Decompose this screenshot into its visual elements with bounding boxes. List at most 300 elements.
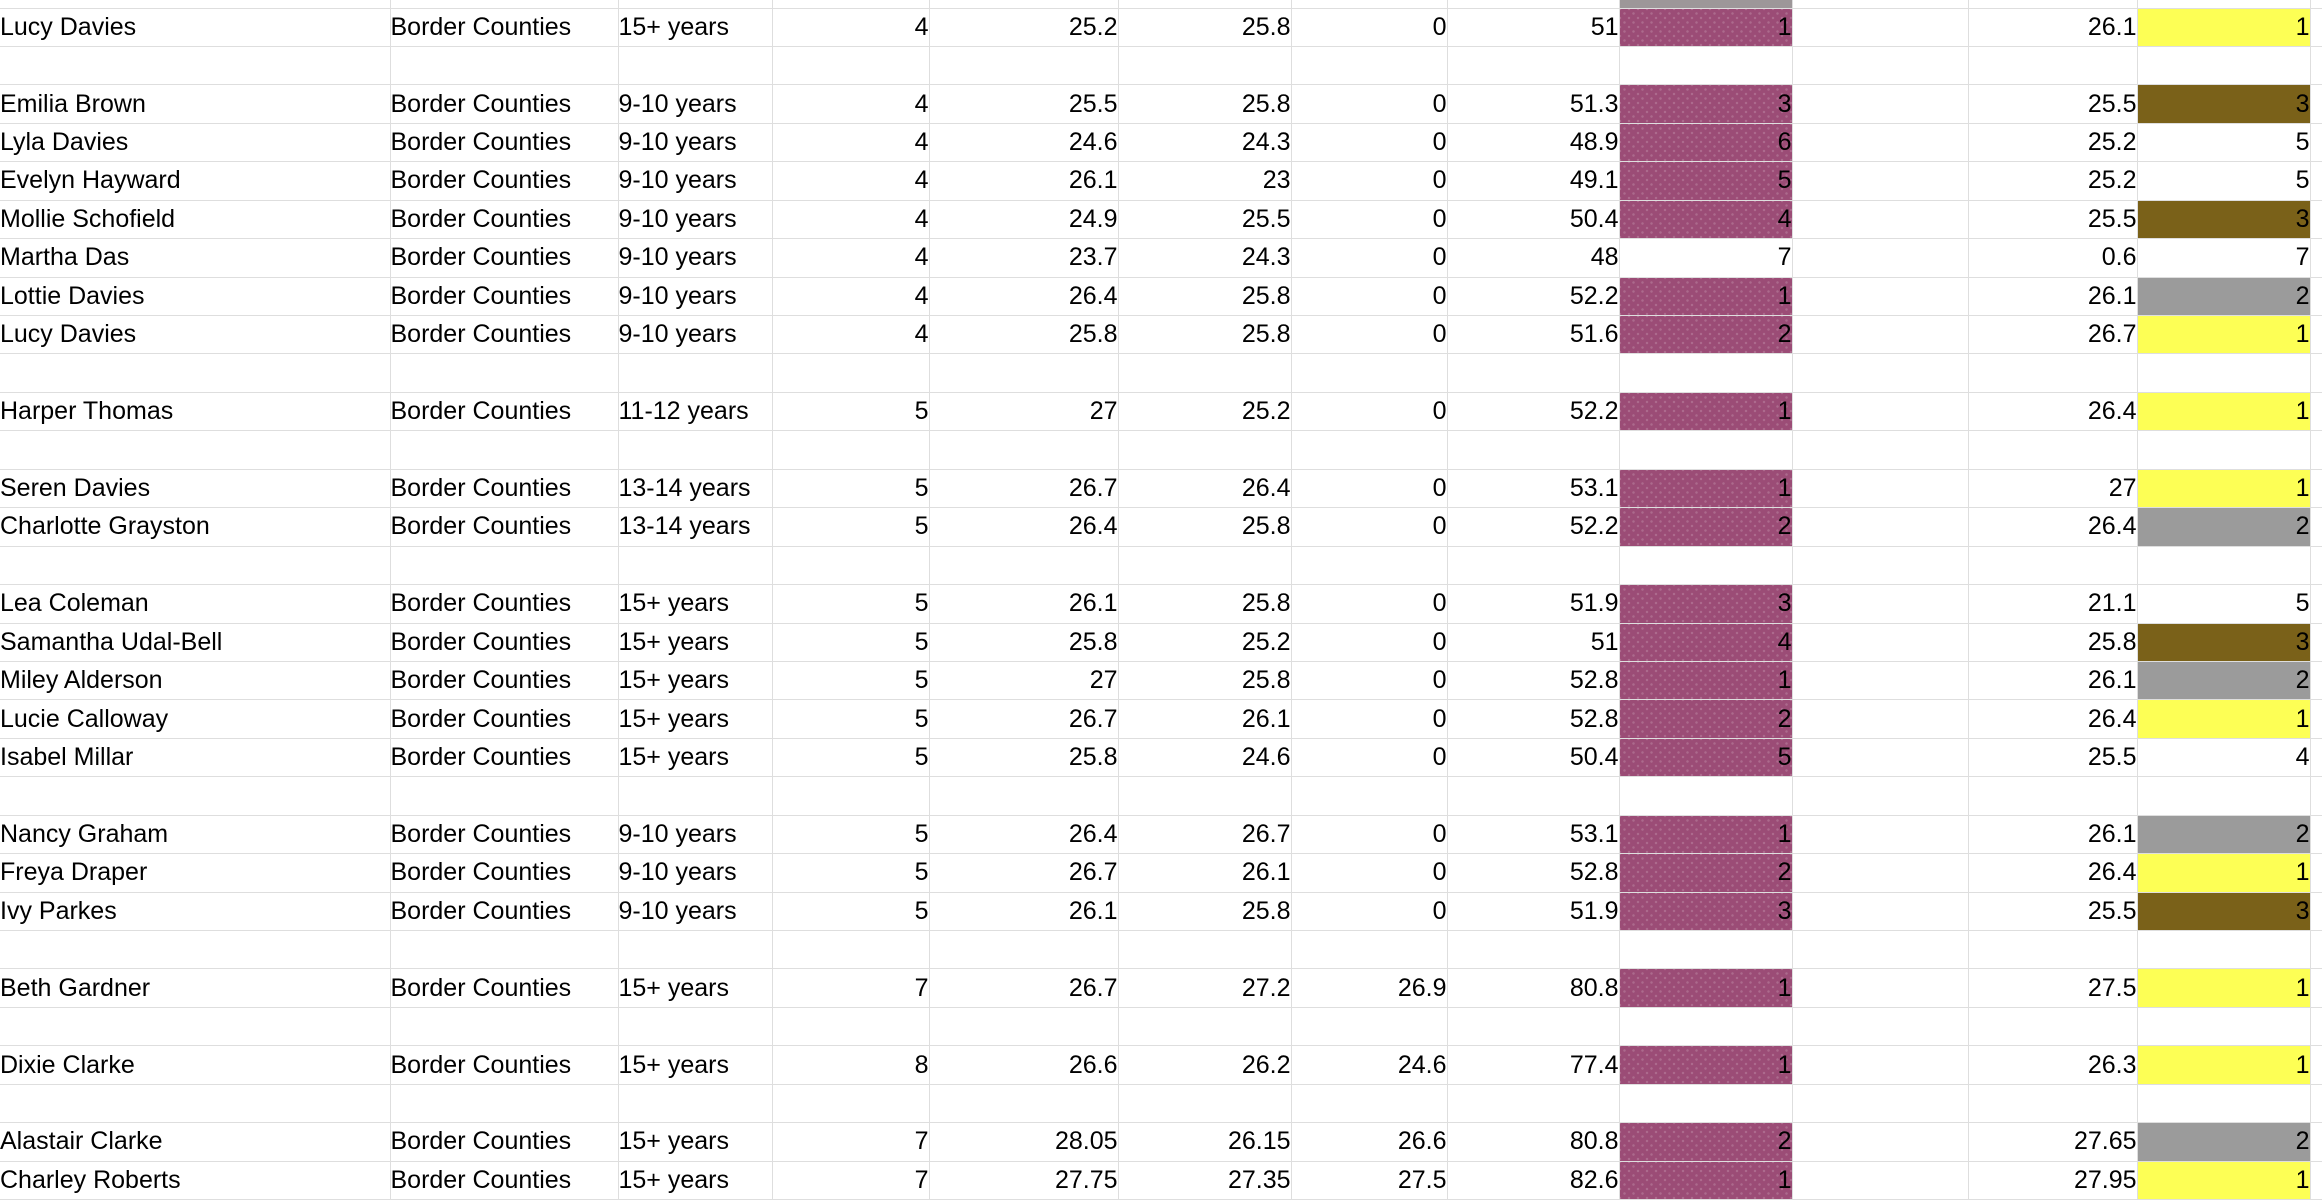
cell-value[interactable]: 8 bbox=[772, 1046, 929, 1084]
cell-value[interactable]: 4 bbox=[772, 277, 929, 315]
cell-value[interactable] bbox=[1968, 777, 2137, 815]
cell-edge[interactable] bbox=[2310, 200, 2322, 238]
cell-region[interactable] bbox=[390, 777, 618, 815]
cell-blank[interactable] bbox=[1792, 508, 1968, 546]
cell-rank-secondary[interactable]: 1 bbox=[2137, 469, 2310, 507]
cell-edge[interactable] bbox=[2310, 431, 2322, 469]
cell-edge[interactable] bbox=[2310, 1123, 2322, 1161]
cell-rank-primary[interactable]: 2 bbox=[1619, 316, 1792, 354]
cell-rank-secondary[interactable]: 5 bbox=[2137, 162, 2310, 200]
cell-value[interactable]: 80.8 bbox=[1447, 969, 1619, 1007]
cell-value[interactable]: 5 bbox=[772, 700, 929, 738]
cell-value[interactable]: 0 bbox=[1291, 892, 1447, 930]
cell-rank-primary[interactable]: 1 bbox=[1619, 469, 1792, 507]
cell-value[interactable]: 21.1 bbox=[1968, 585, 2137, 623]
cell-value[interactable]: 0 bbox=[1291, 316, 1447, 354]
cell-value[interactable] bbox=[929, 1084, 1118, 1122]
cell-edge[interactable] bbox=[2310, 777, 2322, 815]
cell-value[interactable]: 52.8 bbox=[1447, 854, 1619, 892]
cell-value[interactable]: 52.8 bbox=[1447, 700, 1619, 738]
cell-rank-primary[interactable] bbox=[1619, 354, 1792, 392]
cell-value[interactable] bbox=[1118, 931, 1291, 969]
cell-value[interactable]: 26.9 bbox=[1291, 969, 1447, 1007]
cell-value[interactable]: 25.5 bbox=[1968, 85, 2137, 123]
cell-value[interactable] bbox=[1291, 1007, 1447, 1045]
cell-value[interactable]: 27.75 bbox=[929, 1161, 1118, 1199]
cell-edge[interactable] bbox=[2310, 738, 2322, 776]
cell-name[interactable]: Martha Das bbox=[0, 239, 390, 277]
cell-value[interactable]: 26.6 bbox=[1291, 1123, 1447, 1161]
cell-value[interactable]: 52.2 bbox=[1447, 392, 1619, 430]
cell-edge[interactable] bbox=[2310, 854, 2322, 892]
cell-value[interactable]: 26.1 bbox=[1968, 8, 2137, 46]
cell-age-group[interactable]: 11-12 years bbox=[618, 392, 772, 430]
cell-edge[interactable] bbox=[2310, 546, 2322, 584]
cell-age-group[interactable]: 15+ years bbox=[618, 8, 772, 46]
cell-blank[interactable] bbox=[1792, 969, 1968, 1007]
cell-region[interactable]: Border Counties bbox=[390, 969, 618, 1007]
cell-age-group[interactable]: 13-14 years bbox=[618, 469, 772, 507]
cell-edge[interactable] bbox=[2310, 354, 2322, 392]
cell-value[interactable] bbox=[1447, 431, 1619, 469]
cell-rank-secondary[interactable]: 1 bbox=[2137, 392, 2310, 430]
cell-name[interactable] bbox=[0, 1084, 390, 1122]
cell-value[interactable]: 77.4 bbox=[1447, 1046, 1619, 1084]
cell-rank-secondary[interactable]: 4 bbox=[2137, 738, 2310, 776]
cell-value[interactable]: 0 bbox=[1291, 700, 1447, 738]
cell-value[interactable]: 48.9 bbox=[1447, 123, 1619, 161]
cell-blank[interactable] bbox=[1792, 854, 1968, 892]
cell-edge[interactable] bbox=[2310, 1046, 2322, 1084]
cell-edge[interactable] bbox=[2310, 239, 2322, 277]
cell-value[interactable]: 0 bbox=[1291, 8, 1447, 46]
cell-blank[interactable] bbox=[1792, 469, 1968, 507]
cell-value[interactable] bbox=[772, 46, 929, 84]
cell-blank[interactable] bbox=[1792, 738, 1968, 776]
cell-rank-secondary[interactable]: 7 bbox=[2137, 239, 2310, 277]
cell-rank-primary[interactable]: 1 bbox=[1619, 815, 1792, 853]
cell-edge[interactable] bbox=[2310, 8, 2322, 46]
cell-value[interactable] bbox=[929, 1007, 1118, 1045]
cell-rank-primary[interactable] bbox=[1619, 46, 1792, 84]
cell-age-group[interactable]: 13-14 years bbox=[618, 508, 772, 546]
cell-value[interactable]: 25.8 bbox=[1118, 892, 1291, 930]
cell-name[interactable] bbox=[0, 431, 390, 469]
cell-value[interactable]: 4 bbox=[772, 316, 929, 354]
cell-value[interactable]: 4 bbox=[772, 200, 929, 238]
cell-edge[interactable] bbox=[2310, 585, 2322, 623]
cell-rank-secondary[interactable] bbox=[2137, 46, 2310, 84]
cell-value[interactable]: 0 bbox=[1291, 815, 1447, 853]
cell-value[interactable]: 25.2 bbox=[1118, 392, 1291, 430]
cell-value[interactable]: 5 bbox=[772, 892, 929, 930]
cell-age-group[interactable]: 15+ years bbox=[618, 738, 772, 776]
cell-value[interactable]: 25.2 bbox=[929, 8, 1118, 46]
cell-value[interactable]: 25.8 bbox=[1118, 508, 1291, 546]
cell-rank-primary[interactable]: 2 bbox=[1619, 700, 1792, 738]
cell-region[interactable]: Border Counties bbox=[390, 162, 618, 200]
cell-value[interactable]: 0 bbox=[1291, 123, 1447, 161]
cell-edge[interactable] bbox=[2310, 277, 2322, 315]
cell-age-group[interactable]: 9-10 years bbox=[618, 815, 772, 853]
cell-rank-primary[interactable] bbox=[1619, 1007, 1792, 1045]
cell-rank-secondary[interactable]: 1 bbox=[2137, 1046, 2310, 1084]
cell-region[interactable]: Border Counties bbox=[390, 277, 618, 315]
cell-edge[interactable] bbox=[2310, 162, 2322, 200]
cell-value[interactable]: 26.1 bbox=[1118, 854, 1291, 892]
cell-name[interactable] bbox=[0, 46, 390, 84]
cell-region[interactable]: Border Counties bbox=[390, 508, 618, 546]
cell-value[interactable]: 0 bbox=[1291, 854, 1447, 892]
partial-cell[interactable] bbox=[1447, 0, 1619, 8]
cell-age-group[interactable]: 9-10 years bbox=[618, 85, 772, 123]
cell-rank-primary[interactable]: 1 bbox=[1619, 392, 1792, 430]
cell-region[interactable]: Border Counties bbox=[390, 854, 618, 892]
cell-value[interactable]: 26.7 bbox=[929, 700, 1118, 738]
cell-rank-primary[interactable]: 3 bbox=[1619, 892, 1792, 930]
cell-edge[interactable] bbox=[2310, 508, 2322, 546]
cell-value[interactable]: 52.8 bbox=[1447, 661, 1619, 699]
cell-rank-primary[interactable]: 3 bbox=[1619, 585, 1792, 623]
partial-cell[interactable] bbox=[1118, 0, 1291, 8]
cell-rank-secondary[interactable] bbox=[2137, 354, 2310, 392]
cell-blank[interactable] bbox=[1792, 661, 1968, 699]
cell-value[interactable] bbox=[1291, 431, 1447, 469]
cell-value[interactable] bbox=[1447, 546, 1619, 584]
cell-value[interactable]: 0 bbox=[1291, 85, 1447, 123]
cell-rank-secondary[interactable] bbox=[2137, 931, 2310, 969]
cell-region[interactable] bbox=[390, 1084, 618, 1122]
cell-age-group[interactable] bbox=[618, 1084, 772, 1122]
cell-value[interactable]: 26.4 bbox=[1968, 392, 2137, 430]
cell-rank-primary[interactable]: 2 bbox=[1619, 1123, 1792, 1161]
cell-edge[interactable] bbox=[2310, 469, 2322, 507]
cell-value[interactable] bbox=[1968, 1084, 2137, 1122]
cell-value[interactable]: 0 bbox=[1291, 277, 1447, 315]
cell-rank-primary[interactable]: 5 bbox=[1619, 738, 1792, 776]
cell-value[interactable]: 82.6 bbox=[1447, 1161, 1619, 1199]
cell-value[interactable] bbox=[1447, 777, 1619, 815]
cell-value[interactable]: 5 bbox=[772, 738, 929, 776]
cell-rank-primary[interactable] bbox=[1619, 1084, 1792, 1122]
cell-age-group[interactable]: 15+ years bbox=[618, 1046, 772, 1084]
cell-value[interactable] bbox=[929, 354, 1118, 392]
cell-blank[interactable] bbox=[1792, 162, 1968, 200]
partial-cell[interactable] bbox=[1291, 0, 1447, 8]
cell-blank[interactable] bbox=[1792, 1007, 1968, 1045]
cell-region[interactable]: Border Counties bbox=[390, 1161, 618, 1199]
cell-value[interactable]: 25.8 bbox=[929, 738, 1118, 776]
cell-region[interactable]: Border Counties bbox=[390, 700, 618, 738]
cell-value[interactable]: 24.3 bbox=[1118, 239, 1291, 277]
cell-value[interactable]: 0 bbox=[1291, 508, 1447, 546]
cell-value[interactable]: 7 bbox=[772, 1123, 929, 1161]
cell-rank-secondary[interactable]: 3 bbox=[2137, 200, 2310, 238]
cell-blank[interactable] bbox=[1792, 892, 1968, 930]
cell-blank[interactable] bbox=[1792, 815, 1968, 853]
cell-rank-secondary[interactable]: 2 bbox=[2137, 815, 2310, 853]
cell-blank[interactable] bbox=[1792, 85, 1968, 123]
cell-age-group[interactable]: 9-10 years bbox=[618, 892, 772, 930]
cell-value[interactable]: 27.5 bbox=[1291, 1161, 1447, 1199]
partial-cell[interactable] bbox=[1619, 0, 1792, 8]
cell-value[interactable]: 0 bbox=[1291, 738, 1447, 776]
cell-value[interactable]: 51.3 bbox=[1447, 85, 1619, 123]
cell-rank-secondary[interactable]: 2 bbox=[2137, 661, 2310, 699]
cell-name[interactable]: Ivy Parkes bbox=[0, 892, 390, 930]
cell-region[interactable] bbox=[390, 46, 618, 84]
cell-rank-secondary[interactable]: 1 bbox=[2137, 1161, 2310, 1199]
cell-blank[interactable] bbox=[1792, 777, 1968, 815]
cell-name[interactable]: Dixie Clarke bbox=[0, 1046, 390, 1084]
cell-rank-primary[interactable] bbox=[1619, 431, 1792, 469]
cell-name[interactable]: Charlotte Grayston bbox=[0, 508, 390, 546]
cell-rank-secondary[interactable]: 3 bbox=[2137, 892, 2310, 930]
cell-edge[interactable] bbox=[2310, 969, 2322, 1007]
partial-cell[interactable] bbox=[390, 0, 618, 8]
cell-value[interactable]: 51.6 bbox=[1447, 316, 1619, 354]
cell-value[interactable]: 0 bbox=[1291, 623, 1447, 661]
cell-value[interactable] bbox=[772, 431, 929, 469]
cell-rank-primary[interactable]: 3 bbox=[1619, 85, 1792, 123]
cell-blank[interactable] bbox=[1792, 585, 1968, 623]
cell-value[interactable] bbox=[1968, 931, 2137, 969]
cell-blank[interactable] bbox=[1792, 316, 1968, 354]
cell-value[interactable]: 25.8 bbox=[1118, 316, 1291, 354]
cell-value[interactable]: 26.4 bbox=[1118, 469, 1291, 507]
cell-region[interactable]: Border Counties bbox=[390, 316, 618, 354]
cell-value[interactable]: 53.1 bbox=[1447, 469, 1619, 507]
cell-age-group[interactable]: 15+ years bbox=[618, 661, 772, 699]
cell-value[interactable]: 27.95 bbox=[1968, 1161, 2137, 1199]
cell-value[interactable]: 51.9 bbox=[1447, 892, 1619, 930]
cell-rank-primary[interactable]: 7 bbox=[1619, 239, 1792, 277]
cell-value[interactable]: 4 bbox=[772, 8, 929, 46]
cell-value[interactable]: 51 bbox=[1447, 8, 1619, 46]
cell-name[interactable]: Emilia Brown bbox=[0, 85, 390, 123]
cell-rank-secondary[interactable]: 3 bbox=[2137, 85, 2310, 123]
cell-value[interactable]: 53.1 bbox=[1447, 815, 1619, 853]
cell-rank-secondary[interactable]: 1 bbox=[2137, 8, 2310, 46]
cell-edge[interactable] bbox=[2310, 392, 2322, 430]
cell-age-group[interactable] bbox=[618, 431, 772, 469]
cell-value[interactable] bbox=[772, 931, 929, 969]
cell-blank[interactable] bbox=[1792, 239, 1968, 277]
cell-value[interactable]: 50.4 bbox=[1447, 200, 1619, 238]
cell-value[interactable]: 25.8 bbox=[1118, 8, 1291, 46]
cell-value[interactable]: 25.5 bbox=[1968, 738, 2137, 776]
cell-value[interactable]: 26.3 bbox=[1968, 1046, 2137, 1084]
cell-rank-primary[interactable]: 1 bbox=[1619, 969, 1792, 1007]
cell-region[interactable]: Border Counties bbox=[390, 85, 618, 123]
cell-value[interactable]: 5 bbox=[772, 623, 929, 661]
cell-value[interactable]: 0 bbox=[1291, 239, 1447, 277]
cell-rank-secondary[interactable]: 2 bbox=[2137, 277, 2310, 315]
cell-value[interactable] bbox=[1968, 546, 2137, 584]
cell-rank-secondary[interactable] bbox=[2137, 546, 2310, 584]
cell-rank-secondary[interactable]: 1 bbox=[2137, 969, 2310, 1007]
cell-name[interactable] bbox=[0, 777, 390, 815]
cell-blank[interactable] bbox=[1792, 200, 1968, 238]
cell-value[interactable] bbox=[1968, 431, 2137, 469]
cell-value[interactable]: 4 bbox=[772, 162, 929, 200]
cell-age-group[interactable]: 15+ years bbox=[618, 1123, 772, 1161]
cell-age-group[interactable]: 9-10 years bbox=[618, 316, 772, 354]
cell-rank-secondary[interactable] bbox=[2137, 777, 2310, 815]
cell-value[interactable]: 0 bbox=[1291, 585, 1447, 623]
cell-value[interactable]: 26.2 bbox=[1118, 1046, 1291, 1084]
cell-age-group[interactable]: 9-10 years bbox=[618, 239, 772, 277]
cell-region[interactable]: Border Counties bbox=[390, 661, 618, 699]
cell-value[interactable]: 26.1 bbox=[1968, 661, 2137, 699]
cell-name[interactable]: Lucy Davies bbox=[0, 8, 390, 46]
cell-region[interactable]: Border Counties bbox=[390, 585, 618, 623]
partial-cell[interactable] bbox=[0, 0, 390, 8]
cell-edge[interactable] bbox=[2310, 815, 2322, 853]
cell-blank[interactable] bbox=[1792, 392, 1968, 430]
cell-edge[interactable] bbox=[2310, 85, 2322, 123]
cell-rank-primary[interactable]: 1 bbox=[1619, 277, 1792, 315]
cell-name[interactable]: Isabel Millar bbox=[0, 738, 390, 776]
cell-blank[interactable] bbox=[1792, 1161, 1968, 1199]
cell-rank-primary[interactable]: 1 bbox=[1619, 8, 1792, 46]
cell-value[interactable]: 4 bbox=[772, 239, 929, 277]
cell-value[interactable] bbox=[929, 431, 1118, 469]
cell-value[interactable]: 5 bbox=[772, 661, 929, 699]
cell-value[interactable] bbox=[929, 777, 1118, 815]
partial-cell[interactable] bbox=[772, 0, 929, 8]
cell-name[interactable]: Alastair Clarke bbox=[0, 1123, 390, 1161]
cell-rank-primary[interactable]: 4 bbox=[1619, 623, 1792, 661]
cell-value[interactable]: 23.7 bbox=[929, 239, 1118, 277]
cell-value[interactable]: 51.9 bbox=[1447, 585, 1619, 623]
cell-value[interactable]: 24.6 bbox=[1291, 1046, 1447, 1084]
cell-rank-secondary[interactable]: 1 bbox=[2137, 854, 2310, 892]
cell-region[interactable]: Border Counties bbox=[390, 1123, 618, 1161]
cell-value[interactable]: 80.8 bbox=[1447, 1123, 1619, 1161]
cell-value[interactable]: 24.9 bbox=[929, 200, 1118, 238]
cell-value[interactable]: 25.8 bbox=[1118, 277, 1291, 315]
cell-value[interactable]: 26.7 bbox=[929, 854, 1118, 892]
cell-rank-primary[interactable]: 1 bbox=[1619, 661, 1792, 699]
partial-cell[interactable] bbox=[618, 0, 772, 8]
cell-blank[interactable] bbox=[1792, 277, 1968, 315]
cell-age-group[interactable] bbox=[618, 546, 772, 584]
cell-name[interactable]: Lea Coleman bbox=[0, 585, 390, 623]
cell-value[interactable]: 25.2 bbox=[1118, 623, 1291, 661]
cell-region[interactable]: Border Counties bbox=[390, 392, 618, 430]
cell-value[interactable] bbox=[1118, 46, 1291, 84]
cell-name[interactable] bbox=[0, 1007, 390, 1045]
cell-rank-primary[interactable]: 2 bbox=[1619, 854, 1792, 892]
cell-value[interactable] bbox=[1118, 431, 1291, 469]
cell-value[interactable] bbox=[929, 46, 1118, 84]
cell-value[interactable]: 26.4 bbox=[929, 508, 1118, 546]
cell-age-group[interactable]: 9-10 years bbox=[618, 854, 772, 892]
cell-value[interactable] bbox=[1291, 931, 1447, 969]
cell-blank[interactable] bbox=[1792, 700, 1968, 738]
cell-value[interactable]: 5 bbox=[772, 815, 929, 853]
cell-value[interactable]: 52.2 bbox=[1447, 277, 1619, 315]
cell-name[interactable]: Beth Gardner bbox=[0, 969, 390, 1007]
cell-rank-secondary[interactable] bbox=[2137, 1007, 2310, 1045]
cell-value[interactable]: 25.8 bbox=[1118, 661, 1291, 699]
cell-age-group[interactable]: 15+ years bbox=[618, 700, 772, 738]
cell-value[interactable] bbox=[772, 1084, 929, 1122]
cell-value[interactable]: 26.7 bbox=[929, 469, 1118, 507]
cell-name[interactable]: Charley Roberts bbox=[0, 1161, 390, 1199]
cell-value[interactable]: 0 bbox=[1291, 392, 1447, 430]
cell-edge[interactable] bbox=[2310, 700, 2322, 738]
cell-value[interactable]: 4 bbox=[772, 123, 929, 161]
cell-value[interactable] bbox=[772, 1007, 929, 1045]
cell-age-group[interactable]: 9-10 years bbox=[618, 277, 772, 315]
cell-rank-secondary[interactable]: 1 bbox=[2137, 700, 2310, 738]
cell-age-group[interactable] bbox=[618, 354, 772, 392]
cell-value[interactable] bbox=[1291, 46, 1447, 84]
cell-age-group[interactable] bbox=[618, 931, 772, 969]
cell-edge[interactable] bbox=[2310, 123, 2322, 161]
cell-value[interactable] bbox=[1447, 1084, 1619, 1122]
cell-name[interactable]: Lucy Davies bbox=[0, 316, 390, 354]
cell-region[interactable]: Border Counties bbox=[390, 239, 618, 277]
cell-rank-secondary[interactable]: 2 bbox=[2137, 1123, 2310, 1161]
partial-cell[interactable] bbox=[2310, 0, 2322, 8]
cell-value[interactable] bbox=[929, 546, 1118, 584]
cell-edge[interactable] bbox=[2310, 46, 2322, 84]
cell-value[interactable]: 25.8 bbox=[1118, 585, 1291, 623]
cell-name[interactable]: Samantha Udal-Bell bbox=[0, 623, 390, 661]
cell-age-group[interactable]: 15+ years bbox=[618, 969, 772, 1007]
cell-rank-primary[interactable] bbox=[1619, 777, 1792, 815]
cell-value[interactable]: 50.4 bbox=[1447, 738, 1619, 776]
cell-value[interactable]: 5 bbox=[772, 469, 929, 507]
cell-name[interactable] bbox=[0, 354, 390, 392]
cell-value[interactable] bbox=[1291, 777, 1447, 815]
cell-value[interactable]: 5 bbox=[772, 585, 929, 623]
cell-blank[interactable] bbox=[1792, 354, 1968, 392]
cell-region[interactable]: Border Counties bbox=[390, 623, 618, 661]
cell-value[interactable]: 25.5 bbox=[1968, 200, 2137, 238]
cell-value[interactable]: 25.5 bbox=[929, 85, 1118, 123]
cell-rank-primary[interactable]: 6 bbox=[1619, 123, 1792, 161]
cell-value[interactable]: 28.05 bbox=[929, 1123, 1118, 1161]
cell-value[interactable]: 25.8 bbox=[1968, 623, 2137, 661]
cell-value[interactable]: 26.7 bbox=[1968, 316, 2137, 354]
cell-name[interactable]: Nancy Graham bbox=[0, 815, 390, 853]
cell-value[interactable]: 25.5 bbox=[1968, 892, 2137, 930]
cell-value[interactable] bbox=[1118, 777, 1291, 815]
cell-name[interactable]: Freya Draper bbox=[0, 854, 390, 892]
cell-rank-primary[interactable]: 1 bbox=[1619, 1046, 1792, 1084]
cell-value[interactable]: 26.1 bbox=[1118, 700, 1291, 738]
cell-edge[interactable] bbox=[2310, 892, 2322, 930]
cell-rank-primary[interactable]: 1 bbox=[1619, 1161, 1792, 1199]
cell-value[interactable]: 26.7 bbox=[1118, 815, 1291, 853]
cell-name[interactable]: Mollie Schofield bbox=[0, 200, 390, 238]
cell-value[interactable]: 27 bbox=[929, 661, 1118, 699]
cell-blank[interactable] bbox=[1792, 931, 1968, 969]
cell-rank-secondary[interactable]: 3 bbox=[2137, 623, 2310, 661]
cell-value[interactable]: 27 bbox=[929, 392, 1118, 430]
cell-value[interactable]: 0.6 bbox=[1968, 239, 2137, 277]
cell-rank-secondary[interactable]: 5 bbox=[2137, 585, 2310, 623]
cell-value[interactable]: 5 bbox=[772, 392, 929, 430]
cell-value[interactable] bbox=[1447, 931, 1619, 969]
cell-value[interactable] bbox=[1447, 354, 1619, 392]
cell-value[interactable] bbox=[1968, 46, 2137, 84]
cell-value[interactable]: 7 bbox=[772, 1161, 929, 1199]
